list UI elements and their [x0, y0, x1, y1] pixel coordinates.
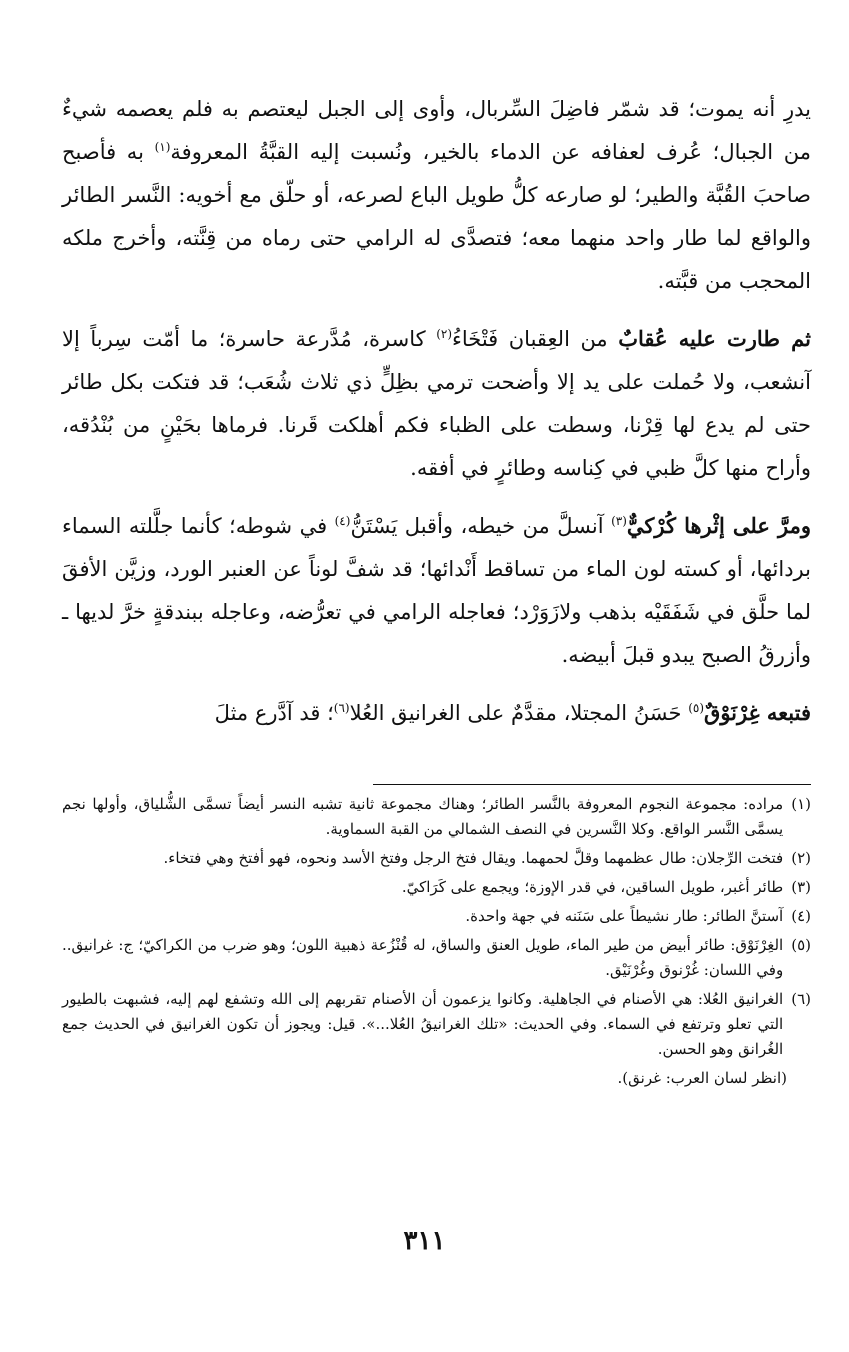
- footnote-ref-3[interactable]: (٣): [611, 514, 627, 528]
- footnote-number: (٦): [791, 990, 811, 1008]
- footnote-text: الغِرْنَوْق: طائر أبيض من طير الماء، طويل العنق والساق، له قُنْزُعة ذهبية اللون؛ وهو ضرب من الكراكيّ؛ ج: غرانيق.. وفي اللسان: غُرْنوق وغُرْنَيْق.: [62, 936, 784, 979]
- footnote-1: [62, 792, 811, 842]
- footnote-text: مراده: مجموعة النجوم المعروفة بالنَّسر الطائر؛ وهناك مجموعة ثانية تشبه النسر أيضاً تسمَّى الشُّلياق، وأولها نجم يسمَّى النَّسر الواقع. وكلا النَّسرين في النصف الشمالي من القبة السماوية.: [62, 795, 784, 838]
- footnote-3: [62, 875, 811, 900]
- footnote-number: (٣): [791, 878, 811, 896]
- footnote-text: طائر أغبر، طويل الساقين، في قدر الإوزة؛ ويجمع على كَرَاكيّ.: [401, 878, 784, 896]
- footnote-ref-1[interactable]: (١): [154, 140, 171, 154]
- paragraph-4-text-a: حَسَنُ المجتلا، مقدَّمٌ على الغرانيق العُلا: [349, 701, 689, 725]
- source-note: (انظر لسان العرب: غرنق).: [617, 1069, 787, 1087]
- footnote-number: (٢): [791, 849, 811, 867]
- footnote-text: الغرانيق العُلا: هي الأصنام في الجاهلية. وكانوا يزعمون أن الأصنام تقربهم إلى الله وتشفع لهم إليه، فشبهت بالطيور التي تعلو وترتفع في السماء. وفي الحديث: «تلك الغرانيقُ العُلا...». قيل: ويجوز أن تكون الغرانيق في الحديث جمع الغُرانق وهو الحسن.: [62, 990, 784, 1058]
- paragraph-3-text-a: آنسلَّ من خيطه، وأقبل يَسْتَنُّ: [350, 514, 612, 538]
- paragraph-1-text: يدرِ أنه يموت؛ قد شمّر فاضِلَ السِّربال، وأوى إلى الجبل ليعتصم به فلم يعصمه شيءٌ من الجبال؛ عُرف لعفافه عن الدماء بالخير، ونُسبت إليه القبَّةُ المعروفة: [62, 97, 812, 164]
- page-number: ٣١١: [403, 1226, 446, 1256]
- footnote-2: [62, 846, 811, 871]
- footnote-number: (٤): [791, 907, 811, 925]
- main-text: [62, 88, 811, 749]
- paragraph-2-text-a: من العِقبان فَتْخَاءُ: [452, 327, 619, 351]
- footnote-number: (٥): [791, 936, 811, 954]
- paragraph-4-lead: فتبعه غِرْنَوْقٌ: [704, 700, 811, 725]
- footnote-ref-5[interactable]: (٥): [688, 701, 705, 715]
- paragraph-3: [62, 504, 811, 677]
- paragraph-1: [62, 88, 811, 303]
- footnote-ref-2[interactable]: (٢): [436, 327, 453, 341]
- footnote-5: [62, 933, 811, 983]
- footnote-divider: [373, 784, 811, 785]
- paragraph-1-text-cont: به فأصبح صاحبَ القُبَّة والطير؛ لو صارعه كلُّ طويل الباع لصرعه، أو حلّق مع أخويه: النَّسر الطائر والواقع لما طار واحد منهما معه؛ فتصدَّى له الرامي حتى رماه من قِنَّته، وأخرج ملكه المحجب من قبَّته.: [62, 140, 811, 293]
- paragraph-2: [62, 317, 811, 490]
- paragraph-4: [62, 691, 811, 735]
- footnote-ref-4[interactable]: (٤): [334, 514, 351, 528]
- paragraph-4-text-b: ؛ قد آدَّرع مثلَ: [214, 701, 334, 725]
- footnote-4: [62, 904, 811, 929]
- footnote-6: [62, 987, 811, 1062]
- footnote-number: (١): [791, 795, 811, 813]
- footnote-text: آستنَّ الطائر: طار نشيطاً على سَنَنه في جهة واحدة.: [465, 907, 784, 925]
- footnote-ref-6[interactable]: (٦): [333, 701, 350, 715]
- paragraph-2-text-b: كاسرة، مُدَّرعة حاسرة؛ ما أمّت سِرباً إلا آنشعب، ولا حُملت على يد إلا وأضحت ترمي بظِلٍّ ذي ثلاث شُعَب؛ قد فتكت بكل طائر حتى لم يدع لها قِرْنا، وسطت على الظباء فكم أهلكت قَرنا. فرماها بحَيْنٍ من بُنْدُقه، وأراح منها كلَّ ظبي في كِناسه وطائرٍ في أفقه.: [62, 327, 811, 480]
- paragraph-3-text-b: في شوطه؛ كأنما جلَّلته السماء بردائها، أو كسته لون الماء من تساقط أَنْدائها؛ قد شفَّ لوناً عن العنبر الورد، وزيَّن الأفقَ لما حلَّق في شَفَقَيْه بذهب ولازَوَرْد؛ فعاجله الرامي في تعرُّضه، وعاجله ببندقةٍ خرَّ لديها ـ وأزرقُ الصبح يبدو قبلَ أبيضه.: [62, 514, 811, 667]
- footnotes: [62, 792, 811, 1091]
- paragraph-3-lead: ومرَّ على إثْرها كُرْكيٌّ: [626, 513, 811, 538]
- footnote-text: فتخت الرِّجلان: طال عظمهما وقلَّ لحمهما. ويقال فتخ الرجل وفتخ الأسد ونحوه، فهو أفتخ وهي فتخاء.: [163, 849, 784, 867]
- paragraph-2-lead: ثم طارت عليه عُقابٌ: [618, 326, 812, 351]
